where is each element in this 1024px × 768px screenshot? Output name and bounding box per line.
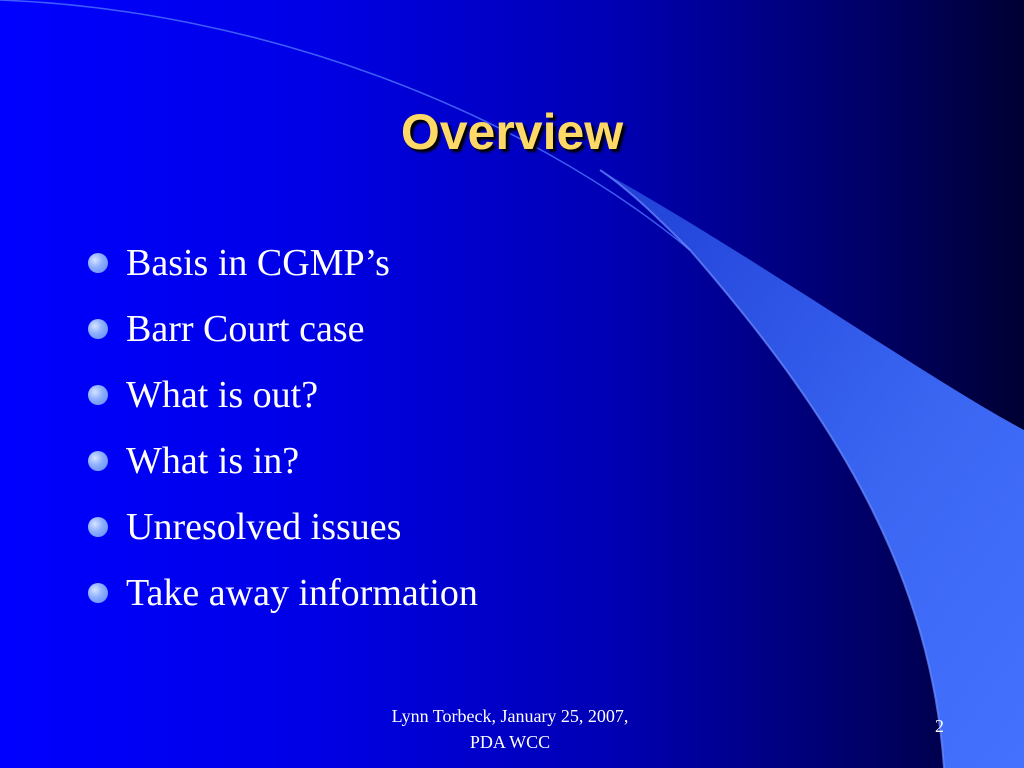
slide-title: Overview: [400, 104, 624, 160]
bullet-text: Take away information: [126, 572, 478, 614]
bullet-item: [88, 296, 478, 362]
bullet-dot-icon: [88, 583, 108, 603]
bullet-dot-icon: [88, 319, 108, 339]
bullet-text: Basis in CGMP’s: [126, 242, 390, 284]
bullet-item: [88, 362, 478, 428]
bullet-dot-icon: [88, 517, 108, 537]
bullet-item: [88, 494, 478, 560]
bullet-list: [88, 230, 478, 626]
decor-swoosh-shape: [600, 170, 1024, 768]
footer-text: [360, 703, 660, 755]
bullet-item: [88, 230, 478, 296]
bullet-dot-icon: [88, 451, 108, 471]
bullet-text: What is in?: [126, 440, 300, 482]
bullet-dot-icon: [88, 385, 108, 405]
bullet-text: Barr Court case: [126, 308, 365, 350]
bullet-dot-icon: [88, 253, 108, 273]
slide-number: 2: [935, 716, 944, 736]
bullet-item: [88, 428, 478, 494]
bullet-item: [88, 560, 478, 626]
footer-line-author-date: Lynn Torbeck, January 25, 2007,: [391, 706, 629, 726]
bullet-text: What is out?: [126, 374, 319, 416]
bullet-text: Unresolved issues: [126, 506, 402, 548]
footer-line-event: PDA WCC: [469, 732, 551, 752]
